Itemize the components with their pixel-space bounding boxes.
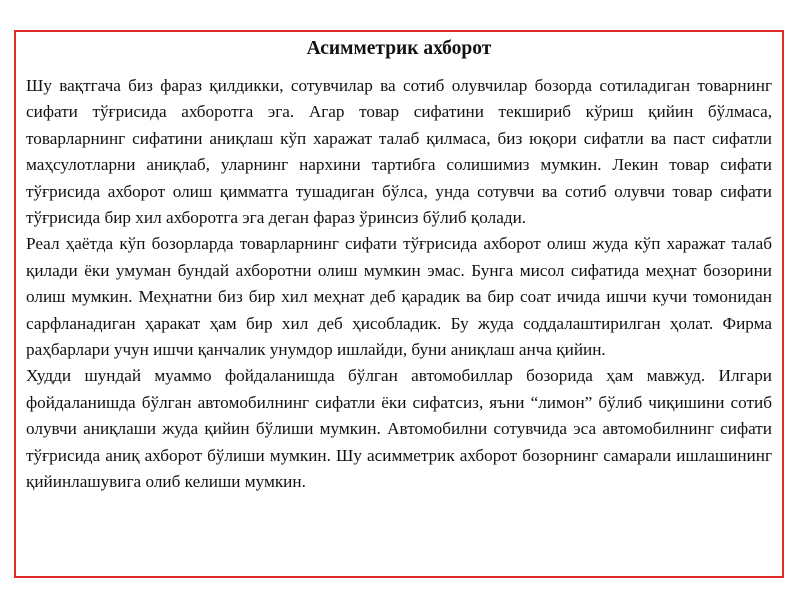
document-title: Асимметрик ахборот [306,38,492,59]
paragraph-3: Худди шундай муаммо фойдаланишда бўлган автомобиллар бозорида ҳам мавжуд. Илгари фойдаланишда бўлган автомобилнинг сифатли ёки сифатсиз, яъни “лимон” бўлиб чиқишини сотиб олувчи аниқлаши жуда қийин бўлиши мумкин. Автомобилни сотувчида эса автомобилнинг сифати тўғрисида аниқ ахборот бўлиши мумкин. Шу асимметрик ахборот бозорнинг самарали ишлашининг қийинлашувига олиб келиши мумкин. [26,366,772,492]
paragraph-2: Реал ҳаётда кўп бозорларда товарларнинг сифати тўғрисида ахборот олиш жуда кўп харажат талаб қилади ёки умуман бундай ахборотни олиш мумкин эмас. Бунга мисол сифатида меҳнат бозорини олиш мумкин. Меҳнатни биз бир хил меҳнат деб қарадик ва бир соат ичида ишчи кучи томонидан сарфланадиган ҳаракат ҳам бир хил деб ҳисобладик. Бу жуда соддалаштирилган ҳолат. Фирма раҳбарлари учун ишчи қанчалик унумдор ишлайди, буни аниқлаш анча қийин. [26,234,772,360]
paragraph-1: Шу вақтгача биз фараз қилдикки, сотувчилар ва сотиб олувчилар бозорда сотиладиган товарнинг сифати тўғрисида ахборотга эга. Агар товар сифатини текшириб кўриш қийин бўлмаса, товарларнинг сифатини аниқлаш кўп харажат талаб қилмаса, биз юқори сифатли ва паст сифатли маҳсулотларни аниқлаб, уларнинг нархини тартибга солишимиз мумкин. Лекин товар сифати тўғрисида ахборот олиш қимматга тушадиган бўлса, унда сотувчи ва сотиб олувчи товар сифати тўғрисида бир хил ахборотга эга деган фараз ўринсиз бўлиб қолади. [26,76,772,228]
document-frame [14,30,784,578]
